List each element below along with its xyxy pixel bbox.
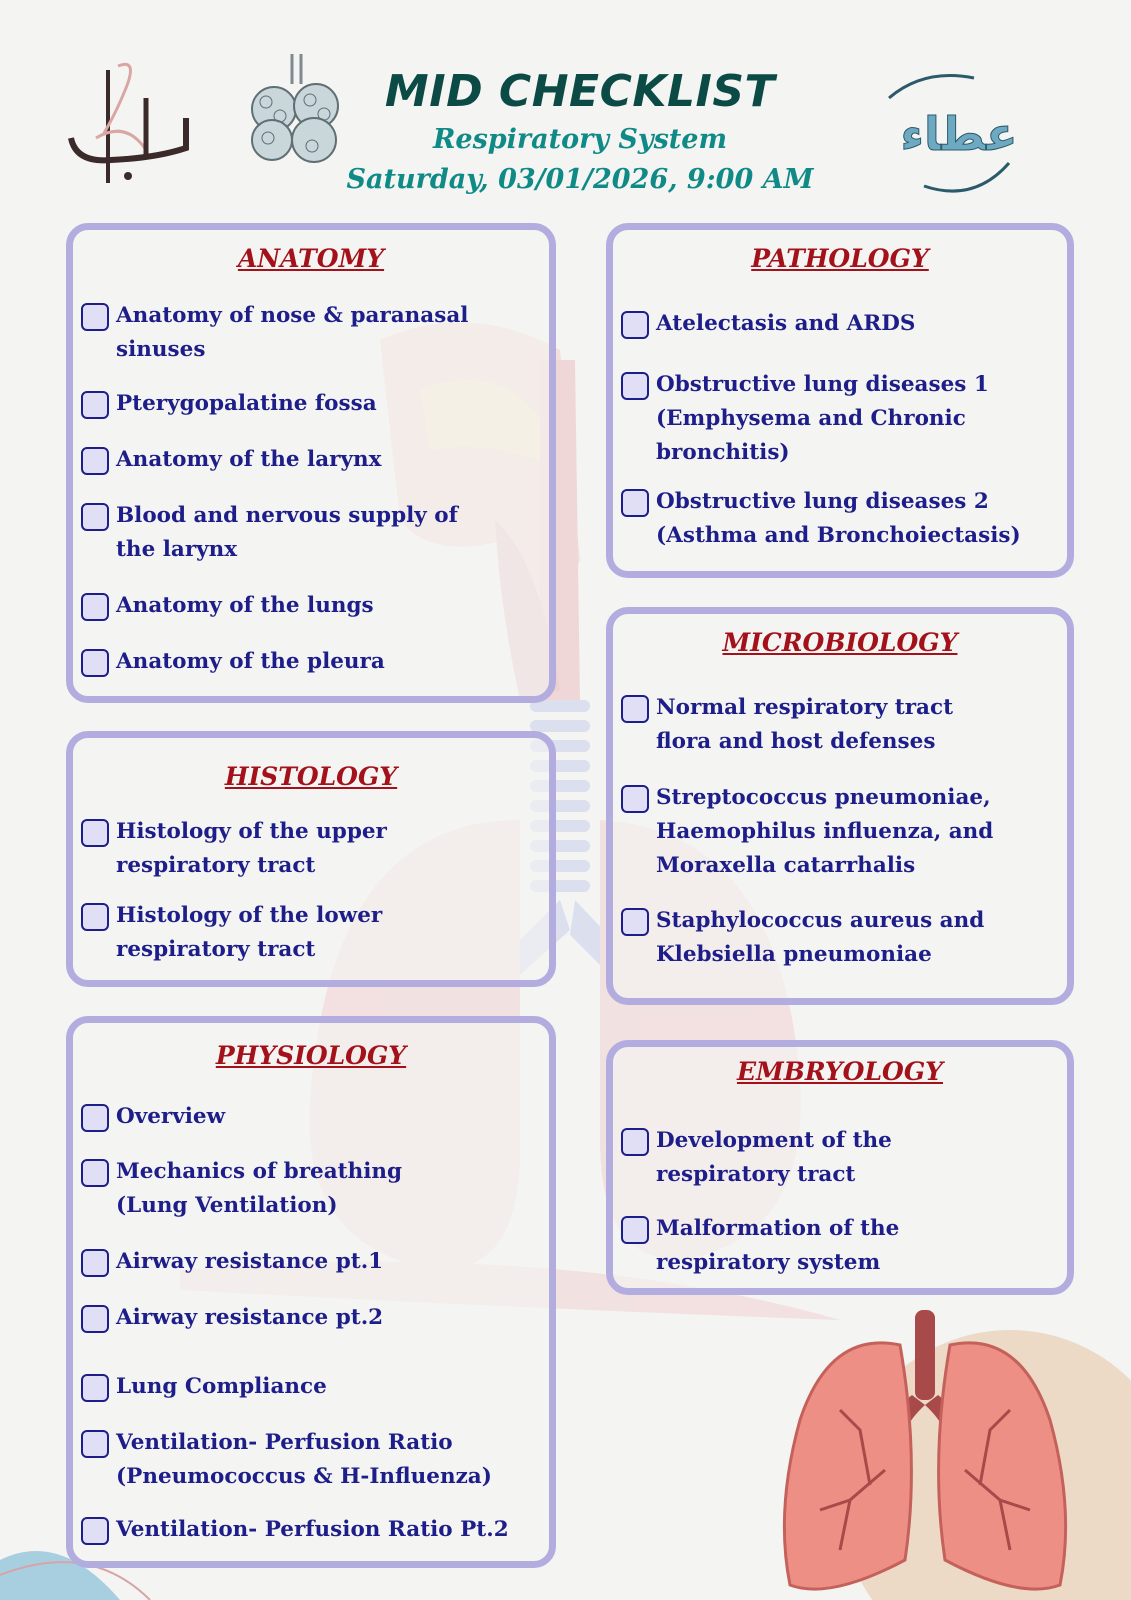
page-subtitle: Respiratory System bbox=[432, 124, 728, 155]
checklist-item: Airway resistance pt.1 bbox=[81, 1248, 543, 1279]
checkbox[interactable] bbox=[621, 1128, 649, 1156]
checklist-item: Pterygopalatine fossa bbox=[81, 390, 543, 421]
checklist-item: Histology of the upper respiratory tract bbox=[81, 818, 543, 883]
page-title: MID CHECKLIST bbox=[384, 66, 776, 117]
checklist-item: Malformation of the respiratory system bbox=[621, 1215, 1061, 1280]
pathology-card bbox=[606, 223, 1074, 578]
checklist-item: Airway resistance pt.2 bbox=[81, 1304, 543, 1335]
checkbox[interactable] bbox=[621, 785, 649, 813]
svg-text:لجان: لجان bbox=[131, 128, 133, 129]
checklist-item: Anatomy of the pleura bbox=[81, 648, 543, 679]
checkbox[interactable] bbox=[81, 303, 109, 331]
checkbox[interactable] bbox=[621, 908, 649, 936]
checkbox[interactable] bbox=[81, 1430, 109, 1458]
checklist-item: Normal respiratory tract flora and host defenses bbox=[621, 694, 1061, 759]
checkbox[interactable] bbox=[621, 489, 649, 517]
hands-logo-icon bbox=[884, 68, 1024, 196]
checklist-item: Overview bbox=[81, 1103, 543, 1134]
checkbox[interactable] bbox=[621, 1216, 649, 1244]
checklist-item: Development of the respiratory tract bbox=[621, 1127, 1061, 1192]
checklist-item: Staphylococcus aureus and Klebsiella pneumoniae bbox=[621, 907, 1061, 972]
checklist-item: Anatomy of the lungs bbox=[81, 592, 543, 623]
checkbox[interactable] bbox=[81, 1249, 109, 1277]
exam-date: Saturday, 03/01/2026, 9:00 AM bbox=[346, 164, 814, 195]
checklist-item: Obstructive lung diseases 1 (Emphysema and Chronic bronchitis) bbox=[621, 371, 1061, 470]
checklist-item: Ventilation- Perfusion Ratio Pt.2 bbox=[81, 1516, 543, 1547]
checkbox[interactable] bbox=[81, 1159, 109, 1187]
checkbox[interactable] bbox=[81, 819, 109, 847]
checklist-item: Ventilation- Perfusion Ratio (Pneumococcus & H-Influenza) bbox=[81, 1429, 543, 1494]
checkbox[interactable] bbox=[621, 372, 649, 400]
checklist-item: Streptococcus pneumoniae, Haemophilus influenza, and Moraxella catarrhalis bbox=[621, 784, 1061, 883]
svg-text:عطاء: عطاء bbox=[900, 107, 1018, 161]
checkbox[interactable] bbox=[81, 903, 109, 931]
section-title-microbiology: MICROBIOLOGY bbox=[722, 628, 958, 657]
checklist-item: Mechanics of breathing (Lung Ventilation) bbox=[81, 1158, 543, 1223]
section-title-histology: HISTOLOGY bbox=[224, 762, 398, 791]
physiology-card bbox=[66, 1016, 556, 1568]
checklist-item: Histology of the lower respiratory tract bbox=[81, 902, 543, 967]
checkbox[interactable] bbox=[621, 311, 649, 339]
section-title-anatomy: ANATOMY bbox=[237, 244, 385, 273]
checkbox[interactable] bbox=[81, 593, 109, 621]
checkbox[interactable] bbox=[81, 391, 109, 419]
checkbox[interactable] bbox=[621, 695, 649, 723]
anatomy-card bbox=[66, 223, 556, 703]
embryology-card bbox=[606, 1040, 1074, 1295]
section-title-pathology: PATHOLOGY bbox=[751, 244, 929, 273]
checkbox[interactable] bbox=[81, 447, 109, 475]
section-title-physiology: PHYSIOLOGY bbox=[215, 1041, 407, 1070]
checklist-item: Lung Compliance bbox=[81, 1373, 543, 1404]
checkbox[interactable] bbox=[81, 1305, 109, 1333]
checkbox[interactable] bbox=[81, 1104, 109, 1132]
checklist-item: Anatomy of the larynx bbox=[81, 446, 543, 477]
histology-card bbox=[66, 731, 556, 987]
calligraphy-logo-icon bbox=[66, 58, 196, 188]
checkbox[interactable] bbox=[81, 649, 109, 677]
checklist-item: Atelectasis and ARDS bbox=[621, 310, 1061, 341]
checklist-item: Anatomy of nose & paranasal sinuses bbox=[81, 302, 543, 367]
checkbox[interactable] bbox=[81, 1517, 109, 1545]
checklist-item: Blood and nervous supply of the larynx bbox=[81, 502, 543, 567]
microbiology-card bbox=[606, 607, 1074, 1005]
checkbox[interactable] bbox=[81, 1374, 109, 1402]
checklist-item: Obstructive lung diseases 2 (Asthma and Bronchoiectasis) bbox=[621, 488, 1061, 553]
checkbox[interactable] bbox=[81, 503, 109, 531]
section-title-embryology: EMBRYOLOGY bbox=[736, 1057, 944, 1086]
